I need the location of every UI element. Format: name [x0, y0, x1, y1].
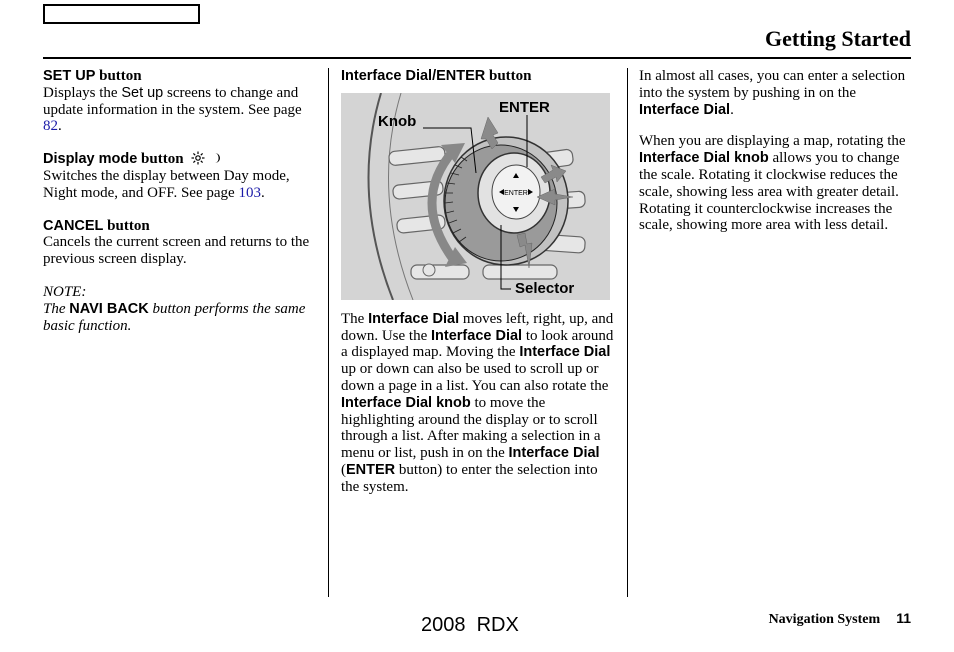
note-label: NOTE: — [43, 283, 87, 300]
footer-nav — [769, 610, 911, 628]
cancel-text: Cancels the current screen and returns to the previous screen display. — [43, 234, 310, 268]
header-rule — [43, 57, 911, 59]
display-mode-text: Switches the display between Day mode, Night mode, and OFF. See page 103. — [43, 167, 290, 201]
note-section — [43, 284, 317, 334]
selector-label: Selector — [515, 279, 575, 297]
model-label: 2008 RDX — [421, 614, 519, 636]
enter-selection-paragraph: In almost all cases, you can enter a selection into the system by pushing in on the Interface Dial. — [639, 68, 906, 118]
interface-dial-paragraph: The Interface Dial moves left, right, up, and down. Use the Interface Dial to look around a displayed map. Moving the Interface Dial up or down can also be used to scroll up or down a page in a list. You can also rotate the Interface Dial knob to move the highlighting around the display or to scroll through a list. After making a selection in a menu or list, push in on the Interface Dial (ENTER button) to enter the selection into the system. — [341, 310, 614, 495]
cancel-heading: CANCEL button — [43, 217, 150, 234]
column-2 — [341, 68, 616, 496]
page-103-link[interactable]: 103 — [238, 184, 261, 201]
column-1 — [43, 68, 317, 334]
interface-dial-illustration — [341, 93, 610, 300]
map-scale-paragraph: When you are displaying a map, rotating the Interface Dial knob allows you to change the scale. Rotating it clockwise reduces the scale, showing less area with greater detail. Rotating it counterclockwise increases the scale, showing more area with less detail. — [639, 133, 906, 234]
note-text: The NAVI BACK button performs the same basic function. — [43, 300, 306, 334]
footer-section: Navigation System — [768, 612, 881, 627]
setup-section — [43, 68, 317, 135]
enter-label: ENTER — [499, 98, 550, 116]
column-divider-1 — [328, 68, 329, 597]
display-mode-heading: Display mode button — [43, 151, 317, 168]
day-night-icon — [191, 151, 225, 165]
page-82-link[interactable]: 82 — [43, 118, 58, 135]
column-3 — [639, 68, 911, 234]
page-title: Getting Started — [764, 26, 911, 51]
interface-dial-drawing — [341, 93, 610, 300]
page-number: 11 — [896, 610, 911, 626]
interface-dial-heading: Interface Dial/ENTER button — [341, 68, 532, 84]
column-divider-2 — [627, 68, 628, 597]
display-mode-section — [43, 151, 317, 201]
setup-text: Displays the Set up screens to change and update information in the system. See page 82. — [43, 84, 302, 135]
dial-enter-text: ENTER — [504, 189, 528, 197]
cancel-section — [43, 218, 317, 268]
knob-label: Knob — [378, 112, 417, 130]
header-tab-box — [43, 4, 200, 24]
setup-heading: SET UP button — [43, 68, 142, 84]
